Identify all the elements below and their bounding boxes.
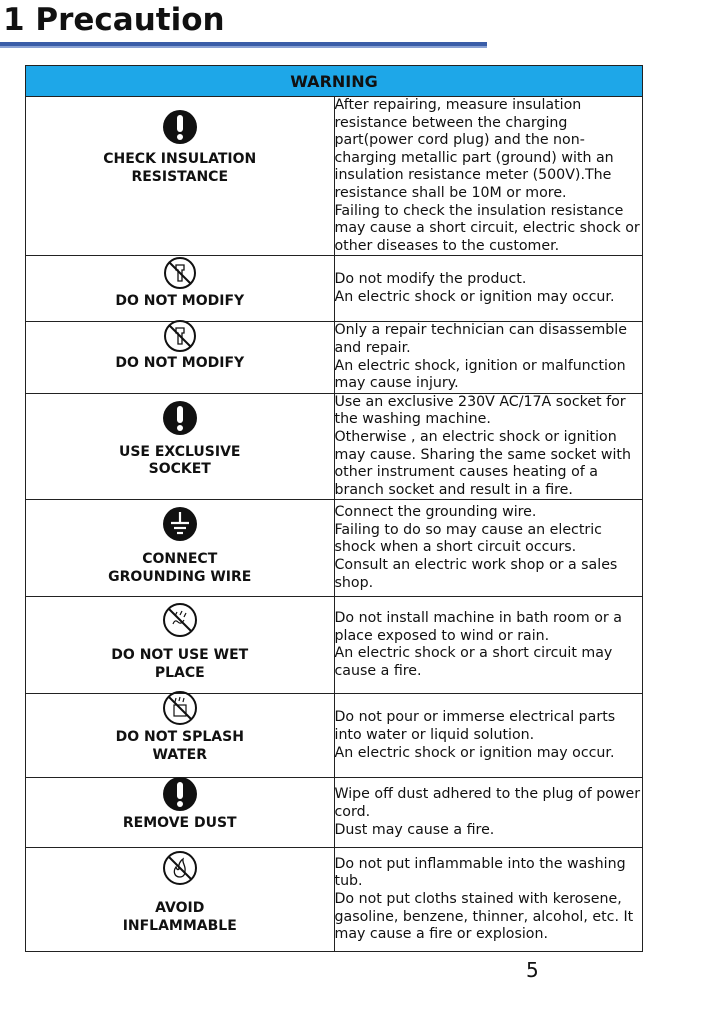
warning-symbol-cell [26,694,335,778]
table-row [26,97,643,256]
table-row [26,778,643,848]
description-line: Connect the grounding wire. [334,504,537,521]
warning-header: WARNING [26,66,643,97]
table-row [26,500,643,597]
exclamation-icon [162,400,198,436]
warning-label: CHECK INSULATION RESISTANCE [103,151,257,185]
description-line: Do not put inflammable into the washing tub. [334,855,626,890]
description-line: An electric shock or ignition may occur. [334,744,615,761]
table-row [26,256,643,322]
description-line: An electric shock or a short circuit may cause a fire. [334,645,613,679]
warning-description [334,97,643,256]
exclamation-icon [162,776,198,812]
warning-description [334,848,643,952]
description-line: An electric shock, ignition or malfunction may cause injury. [334,357,626,392]
warning-description [334,393,643,500]
description-line: Failing to do so may cause an electric shock when a short circuit occurs. [334,521,602,556]
warning-description [334,500,643,597]
warning-symbol-cell [26,393,335,500]
page-number: 5 [526,958,539,982]
no-splash-water-icon [162,690,198,726]
description-line: An electric shock or ignition may occur. [334,288,615,305]
description-line: Failing to check the insulation resistance may cause a short circuit, electric shock or other diseases to the customer. [334,202,640,254]
warning-description [334,322,643,393]
warning-label: USE EXCLUSIVE SOCKET [118,443,241,478]
exclamation-icon [162,109,198,145]
warning-description [334,256,643,322]
ground-icon [162,506,198,542]
table-row [26,694,643,778]
description-line: Do not pour or immerse electrical parts into water or liquid solution. [334,709,616,743]
description-line: Do not put cloths stained with kerosene, gasoline, benzene, thinner, alcohol, etc. It may cause a fire or explosion. [334,890,634,943]
warning-description [334,694,643,778]
description-line: Do not install machine in bath room or a place exposed to wind or rain. [334,610,622,644]
warning-label: AVOID INFLAMMABLE [122,900,237,934]
no-disassembly-icon [163,319,197,353]
warning-description [334,778,643,848]
no-flammable-icon [162,850,198,886]
table-row [26,393,643,500]
table-row [26,597,643,694]
warning-symbol-cell [26,597,335,694]
table-row [26,848,643,952]
description-line: Otherwise , an electric shock or ignition may cause. Sharing the same socket with other instrument causes heating of a branch socket and result in a fire. [334,428,631,498]
warning-table [25,65,643,952]
description-line: Dust may cause a fire. [334,821,495,838]
warning-label: DO NOT USE WET PLACE [111,647,249,681]
warning-label: DO NOT MODIFY [115,293,245,310]
description-line: Wipe off dust adhered to the plug of power cord. [334,786,641,820]
warning-label: REMOVE DUST [122,815,237,832]
no-disassembly-icon [163,256,197,290]
warning-symbol-cell [26,97,335,256]
warning-symbol-cell [26,256,335,322]
page-title: 1 Precaution [3,2,225,38]
warning-label: DO NOT SPLASH WATER [115,729,244,763]
no-wet-place-icon [162,602,198,638]
description-line: After repairing, measure insulation resistance between the charging part(power cord plug) and the non-charging metallic part (ground) with an insulation resistance meter (500V).The resistance shall be 10M or more. [334,97,614,201]
warning-description [334,597,643,694]
description-line: Consult an electric work shop or a sales shop. [334,557,618,591]
title-underline [0,42,487,48]
table-row [26,322,643,393]
description-line: Do not modify the product. [334,271,527,288]
warning-symbol-cell [26,500,335,597]
description-line: Use an exclusive 230V AC/17A socket for the washing machine. [334,393,626,428]
warning-symbol-cell [26,778,335,848]
warning-symbol-cell [26,322,335,393]
warning-label: DO NOT MODIFY [115,355,245,372]
warning-label: CONNECT GROUNDING WIRE [108,551,252,585]
description-line: Only a repair technician can disassemble and repair. [334,322,627,356]
warning-symbol-cell [26,848,335,952]
